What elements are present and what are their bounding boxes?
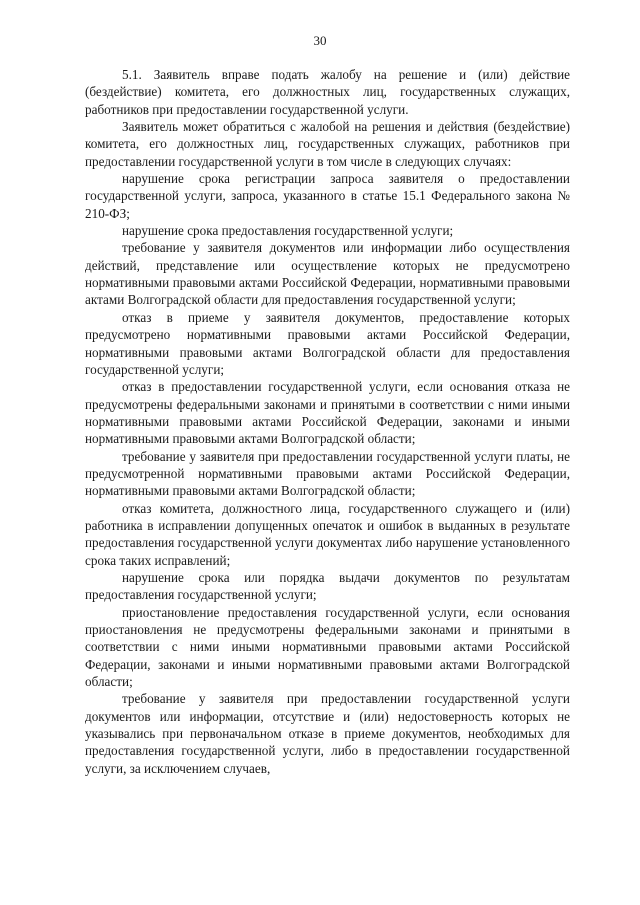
paragraph-complaint-cases-intro: Заявитель может обратиться с жалобой на решения и действия (бездействие) комитета, его должностных лиц, государственных служащих, работников при предоставлении государственной услуги в том числе в следующих случаях:: [85, 119, 570, 169]
list-item: требование у заявителя при предоставлении государственной услуги документов или информации, отсутствие и (или) недостоверность которых не указывались при первоначальном отказе в приеме документов, необходимых для предоставления государственной услуги, либо в предоставлении государственной услуги, за исключением случаев,: [85, 691, 570, 776]
list-item: отказ в приеме у заявителя документов, предоставление которых предусмотрено нормативными правовыми актами Российской Федерации, нормативными правовыми актами Волгоградской области для предоставления государственной услуги;: [85, 309, 570, 377]
list-item: требование у заявителя при предоставлении государственной услуги платы, не предусмотренной нормативными правовыми актами Российской Федерации, нормативными правовыми актами Волгоградской области;: [85, 448, 570, 499]
list-item: требование у заявителя документов или информации либо осуществления действий, представление или осуществление которых не предусмотрено нормативными правовыми актами Российской Федерации, нормативными правовыми актами Волгоградской области для предоставления государственной услуги;: [85, 240, 570, 308]
list-item: нарушение срока предоставления государственной услуги;: [122, 223, 454, 239]
list-item: отказ комитета, должностного лица, государственного служащего и (или) работника в исправлении допущенных опечаток и ошибок в выданных в результате предоставления государственной услуги документах либо нарушение установленного срока таких исправлений;: [85, 500, 570, 568]
list-item: отказ в предоставлении государственной услуги, если основания отказа не предусмотрены федеральными законами и принятыми в соответствии с ними иными нормативными правовыми актами Российской Федерации, законами и иными нормативными правовыми актами Волгоградской области;: [85, 379, 570, 447]
paragraph-5-1: 5.1. Заявитель вправе подать жалобу на решение и (или) действие (бездействие) комитета, его должностных лиц, государственных служащих, работников при предоставлении государственной услуги.: [85, 67, 570, 117]
page-number: 30: [313, 33, 327, 48]
document-body: [85, 66, 570, 777]
list-item: нарушение срока регистрации запроса заявителя о предоставлении государственной услуги, запроса, указанного в статье 15.1 Федерального закона № 210-ФЗ;: [85, 171, 570, 221]
list-item: нарушение срока или порядка выдачи документов по результатам предоставления государственной услуги;: [85, 569, 570, 603]
list-item: приостановление предоставления государственной услуги, если основания приостановления не предусмотрены федеральными законами и принятыми в соответствии с ними иными нормативными правовыми актами Российской Федерации, законами и иными нормативными правовыми актами Волгоградской области;: [85, 604, 570, 690]
